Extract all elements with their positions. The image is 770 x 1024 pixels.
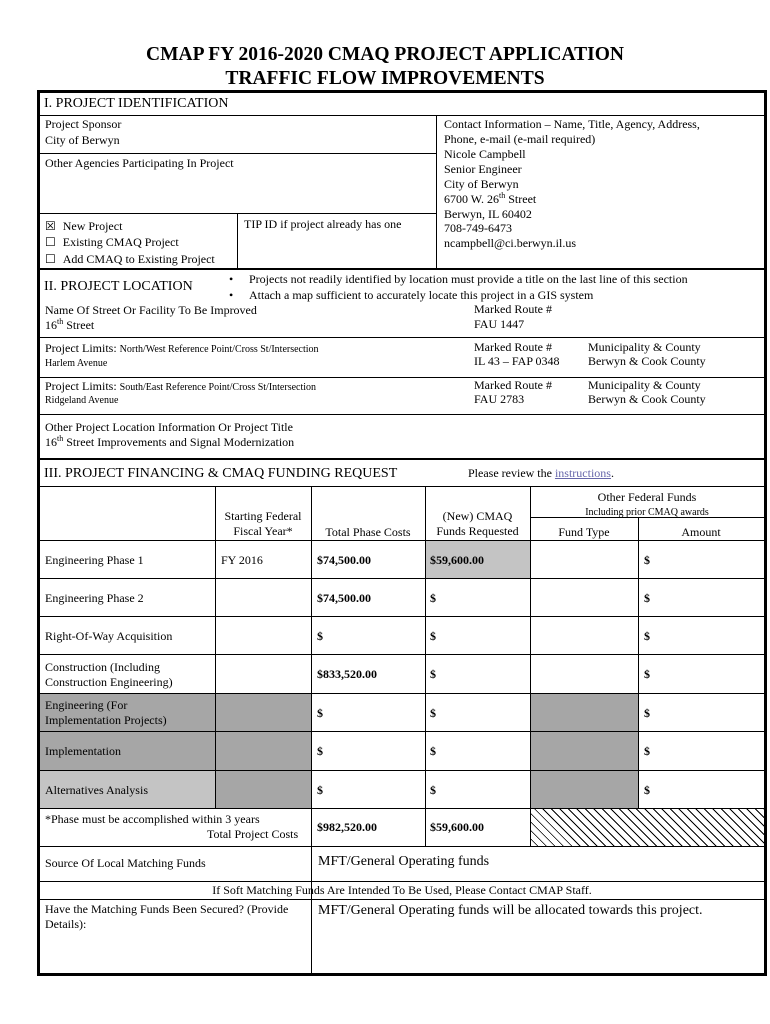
other-location-label: Other Project Location Information Or Project Title [45,420,293,434]
phase-label: Implementation Projects) [45,713,167,727]
divider [40,153,436,154]
divider [40,899,764,900]
fund-type-header: Fund Type [558,525,610,539]
amount-header: Amount [681,525,721,539]
total-cost-header: Total Phase Costs [325,525,411,539]
review-note: Please review the instructions. [468,466,614,480]
divider [40,881,764,882]
divider [40,693,764,694]
total-project-costs-label: Total Project Costs [207,827,299,841]
cmaq-value[interactable]: $ [430,744,436,758]
cell-blank [638,693,764,808]
hatched-cell [530,808,764,846]
phase-label: Construction Engineering) [45,675,173,689]
street-label: Name Of Street Or Facility To Be Improved [45,303,257,317]
project-type-existing[interactable] [45,235,179,250]
divider [215,486,216,808]
divider [40,540,764,541]
secured-value[interactable]: MFT/General Operating funds will be allocated towards this project. [318,903,703,918]
secured-label: Have the Matching Funds Been Secured? (Provide [45,902,289,916]
grand-total-value[interactable]: $982,520.00 [317,820,377,834]
divider [40,486,764,487]
divider [40,414,764,415]
municipality-label: Municipality & County [588,378,701,392]
contact-city[interactable]: Berwyn, IL 60402 [444,207,532,221]
total-cost-value[interactable]: $ [317,744,323,758]
contact-title[interactable]: Senior Engineer [444,162,522,176]
municipality-value[interactable]: Berwyn & Cook County [588,392,706,406]
section2-heading: II. PROJECT LOCATION [44,279,193,294]
divider [40,770,764,771]
location-note: Projects not readily identified by location must provide a title on the last line of this section [249,272,688,286]
cmaq-value[interactable]: $ [430,667,436,681]
divider [40,578,764,579]
route-label: Marked Route # [474,340,552,354]
divider [311,486,312,974]
amount-value[interactable]: $ [644,783,650,797]
cmaq-value[interactable]: $ [430,591,436,605]
contact-agency[interactable]: City of Berwyn [444,177,519,191]
divider [40,115,764,116]
section3-heading: III. PROJECT FINANCING & CMAQ FUNDING REQUEST [44,466,398,481]
project-type-label: Add CMAQ to Existing Project [62,252,215,266]
instructions-link[interactable]: instructions [554,466,611,480]
limits-nw-value[interactable]: Harlem Avenue [45,358,108,369]
amount-value[interactable]: $ [644,706,650,720]
checkbox-unchecked-icon[interactable]: ☐ [45,252,56,266]
contact-address[interactable]: 6700 W. 26th Street [444,191,537,206]
limits-se-label: Project Limits: South/East Reference Point/Cross St/Intersection [45,379,317,393]
amount-value[interactable]: $ [644,553,650,567]
divider [425,486,426,846]
tip-id-label: TIP ID if project already has one [244,217,402,231]
divider [237,213,238,268]
divider [40,337,764,338]
street-value[interactable]: 16th Street [45,317,95,332]
amount-value[interactable]: $ [644,744,650,758]
divider [40,846,764,847]
contact-label: Contact Information – Name, Title, Agency, Address, [444,117,700,131]
local-funds-label: Source Of Local Matching Funds [45,856,206,870]
section-divider [40,268,764,270]
other-agencies-label: Other Agencies Participating In Project [45,156,234,170]
project-type-label: New Project [62,219,123,233]
cmaq-value[interactable]: $ [430,783,436,797]
route-label: Marked Route # [474,302,552,316]
divider [530,517,764,518]
limits-se-value[interactable]: Ridgeland Avenue [45,395,119,406]
divider [40,654,764,655]
divider [40,616,764,617]
phase-label: Construction (Including [45,660,160,674]
section1-heading: I. PROJECT IDENTIFICATION [44,96,229,111]
amount-value[interactable]: $ [644,591,650,605]
sponsor-value[interactable]: City of Berwyn [45,133,120,147]
other-federal-header: Other Federal Funds [597,490,697,504]
total-cost-value[interactable]: $833,520.00 [317,667,377,681]
divider [436,115,437,268]
divider [530,486,531,846]
cmaq-value[interactable]: $ [430,706,436,720]
form-title-line1: CMAP FY 2016-2020 CMAQ PROJECT APPLICATION [146,44,624,65]
footnote: *Phase must be accomplished within 3 years [45,812,260,826]
cell-blank [311,693,530,808]
divider [40,731,764,732]
total-cost-value[interactable]: $ [317,706,323,720]
other-federal-subheader: Including prior CMAQ awards [585,507,709,518]
cmaq-value[interactable]: $ [430,629,436,643]
contact-email[interactable]: ncampbell@ci.berwyn.il.us [444,236,577,250]
project-type-new[interactable] [45,219,122,234]
checkbox-unchecked-icon[interactable]: ☐ [45,235,56,249]
total-cost-value[interactable]: $74,500.00 [317,553,371,567]
form-title-line2: TRAFFIC FLOW IMPROVEMENTS [225,68,545,89]
divider [638,517,639,808]
route-value[interactable]: FAU 1447 [474,317,525,331]
amount-value[interactable]: $ [644,667,650,681]
contact-name[interactable]: Nicole Campbell [444,147,526,161]
contact-phone[interactable]: 708-749-6473 [444,221,512,235]
grand-cmaq-value[interactable]: $59,600.00 [430,820,484,834]
limits-nw-label: Project Limits: North/West Reference Point/Cross St/Intersection [45,341,319,355]
total-cost-value[interactable]: $74,500.00 [317,591,371,605]
total-cost-value[interactable]: $ [317,783,323,797]
project-type-add[interactable] [45,252,215,267]
start-year-header: Starting Federal [224,509,302,523]
divider [40,808,764,809]
municipality-value[interactable]: Berwyn & Cook County [588,354,706,368]
route-value[interactable]: IL 43 – FAP 0348 [474,354,560,368]
bullet-icon: • [229,288,234,302]
route-value[interactable]: FAU 2783 [474,392,525,406]
phase-label: Alternatives Analysis [45,783,148,797]
phase-label: Engineering Phase 1 [45,553,144,567]
secured-label: Details): [45,917,87,931]
local-funds-value[interactable]: MFT/General Operating funds [318,854,490,869]
sponsor-label: Project Sponsor [45,117,122,131]
phase-label: Engineering Phase 2 [45,591,144,605]
project-title-value[interactable]: 16th Street Improvements and Signal Modernization [45,434,295,449]
municipality-label: Municipality & County [588,340,701,354]
checkbox-checked-icon[interactable]: ☒ [45,219,56,233]
contact-label: Phone, e-mail (e-mail required) [444,132,596,146]
location-note: Attach a map sufficient to accurately locate this project in a GIS system [249,288,594,302]
route-label: Marked Route # [474,378,552,392]
soft-match-note: If Soft Matching Funds Are Intended To Be Used, Please Contact CMAP Staff. [212,883,592,897]
cmaq-header: (New) CMAQ [442,509,513,523]
cmaq-header: Funds Requested [436,524,519,538]
phase-label: Engineering (For [45,698,128,712]
cmaq-value[interactable]: $59,600.00 [430,553,484,567]
amount-value[interactable]: $ [644,629,650,643]
section-divider [40,458,764,460]
project-type-label: Existing CMAQ Project [62,235,179,249]
start-year-header: Fiscal Year* [233,524,293,538]
divider [40,213,436,214]
phase-label: Right-Of-Way Acquisition [45,629,173,643]
total-cost-value[interactable]: $ [317,629,323,643]
fiscal-year-value[interactable]: FY 2016 [221,553,263,567]
phase-label: Implementation [45,744,121,758]
bullet-icon: • [229,272,234,286]
